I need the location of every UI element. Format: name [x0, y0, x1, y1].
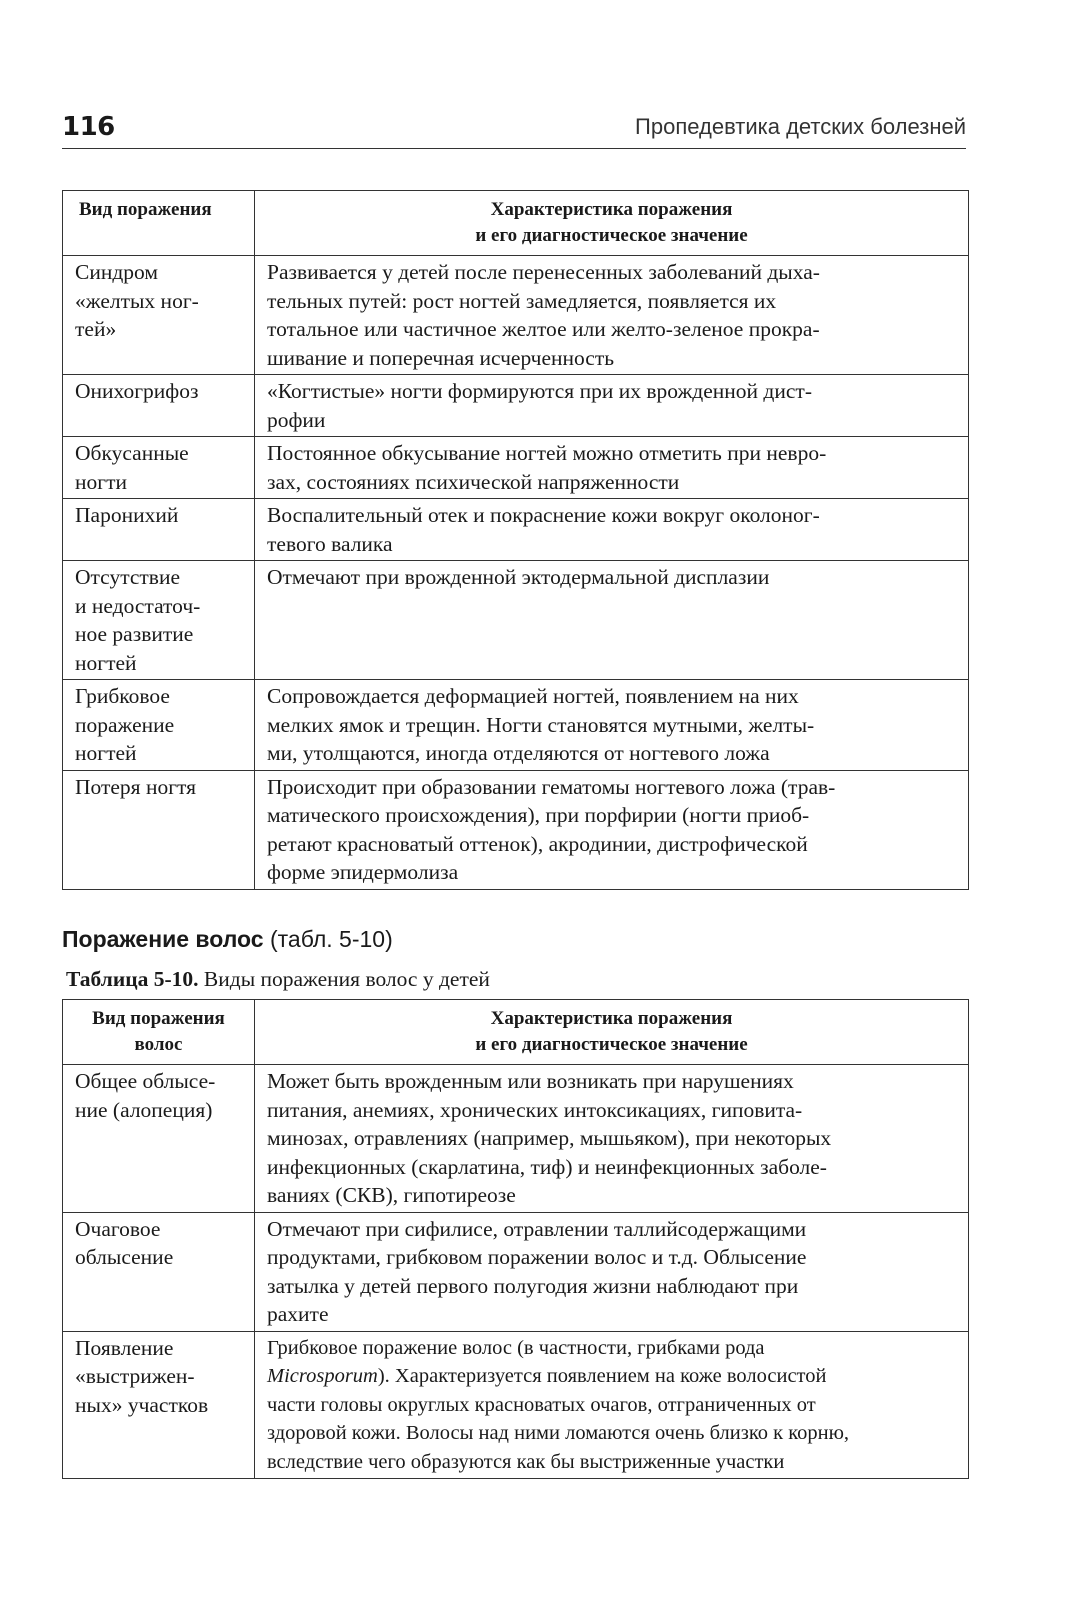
cell-line: здоровой кожи. Волосы над ними ломаются очень близко к корню, — [267, 1422, 850, 1444]
header-characteristic — [255, 1000, 969, 1065]
cell-line: Развивается у детей после перенесенных заболеваний дыха- — [267, 260, 820, 284]
cell-line: тельных путей: рост ногтей замедляется, появляется их — [267, 288, 777, 313]
cell-line: ретают красноватый оттенок), акродинии, дистрофической — [267, 831, 808, 856]
genus-name: Microsporum — [267, 1365, 378, 1387]
lesion-type-cell — [63, 770, 255, 889]
cell-line: части головы округлых красноватых очагов, отграниченных от — [267, 1393, 816, 1416]
table-row — [63, 770, 969, 889]
description-cell — [255, 770, 969, 889]
cell-line: ных» участков — [75, 1392, 209, 1417]
cell-line: ние (алопеция) — [75, 1097, 213, 1122]
cell-line: Сопровождается деформацией ногтей, появлением на них — [267, 684, 799, 708]
cell-line: ногтей — [75, 650, 137, 675]
lesion-type-cell — [63, 499, 255, 561]
page-number: 116 — [62, 112, 115, 142]
cell-line: рахите — [267, 1302, 329, 1326]
description-cell — [255, 1065, 969, 1213]
cell-line: тей» — [75, 317, 117, 341]
description-cell — [255, 561, 969, 680]
description-cell — [255, 375, 969, 437]
lesion-type-cell — [63, 375, 255, 437]
cell-line — [267, 1362, 958, 1391]
description-cell — [255, 680, 969, 771]
cell-line: затылка у детей первого полугодия жизни наблюдают при — [267, 1273, 799, 1298]
description-cell — [255, 499, 969, 561]
cell-line: Отмечают при сифилисе, отравлении таллийсодержащими — [267, 1216, 807, 1241]
table-row — [63, 437, 969, 499]
table-header-row — [63, 1000, 969, 1065]
cell-line: поражение — [75, 712, 175, 737]
cell-line: Онихогрифоз — [75, 379, 199, 403]
section-heading-title: Поражение волос — [62, 926, 264, 952]
cell-line: питания, анемиях, хронических интоксикациях, гиповита- — [267, 1097, 803, 1122]
header-line: Характеристика поражения — [490, 1008, 733, 1029]
cell-line: ногтей — [75, 741, 137, 765]
header-line: Характеристика поражения — [490, 199, 733, 220]
cell-line: Грибковое поражение волос (в частности, грибками рода — [267, 1336, 765, 1359]
section-heading — [62, 926, 393, 953]
cell-line: Паронихий — [75, 503, 179, 527]
header-lesion-type — [63, 1000, 255, 1065]
cell-line: Грибковое — [75, 684, 170, 708]
cell-line: ное развитие — [75, 622, 194, 646]
cell-line: и недостаточ- — [75, 593, 201, 618]
cell-line: тотальное или частичное желтое или желто-зеленое прокра- — [267, 317, 820, 341]
cell-line: облысение — [75, 1245, 174, 1269]
description-cell — [255, 437, 969, 499]
cell-line: инфекционных (скарлатина, тиф) и неинфекционных заболе- — [267, 1154, 827, 1179]
lesion-type-cell — [63, 680, 255, 771]
running-title: Пропедевтика детских болезней — [635, 114, 966, 139]
lesion-type-cell — [63, 437, 255, 499]
table-caption-number: Таблица 5-10. — [66, 967, 199, 991]
header-lesion-type: Вид поражения — [63, 191, 255, 256]
table-row — [63, 375, 969, 437]
table-header-row — [63, 191, 969, 256]
nail-lesions-table — [62, 190, 969, 890]
cell-line: вследствие чего образуются как бы выстриженные участки — [267, 1450, 785, 1473]
cell-line: Синдром — [75, 260, 158, 284]
table-row — [63, 680, 969, 771]
table-row — [63, 256, 969, 375]
cell-line: «выстрижен- — [75, 1364, 195, 1388]
cell-line-rest: ). Характеризуется появлением на коже волосистой — [377, 1365, 827, 1387]
cell-line: Обкусанные — [75, 441, 189, 465]
header-line: и его диагностическое значение — [475, 225, 748, 246]
cell-line: Постоянное обкусывание ногтей можно отметить при невро- — [267, 441, 827, 465]
cell-line: мелких ямок и трещин. Ногти становятся мутными, желты- — [267, 712, 815, 737]
cell-line: тевого валика — [267, 531, 393, 556]
cell-line: Может быть врожденным или возникать при нарушениях — [267, 1069, 794, 1093]
header-line: волос — [134, 1034, 183, 1055]
lesion-type-cell — [63, 256, 255, 375]
cell-line: ваниях (СКВ), гипотиреозе — [267, 1183, 516, 1207]
lesion-type-cell — [63, 561, 255, 680]
cell-line: Воспалительный отек и покраснение кожи вокруг околоног- — [267, 503, 820, 527]
table-row — [63, 1331, 969, 1479]
cell-line: Появление — [75, 1335, 174, 1360]
cell-line: Общее облысе- — [75, 1069, 216, 1093]
cell-line: зах, состояниях психической напряженности — [267, 469, 680, 494]
table-row — [63, 1212, 969, 1331]
description-cell — [255, 1331, 969, 1479]
cell-line: «желтых ног- — [75, 288, 199, 313]
lesion-type-cell — [63, 1212, 255, 1331]
table-caption — [66, 967, 490, 992]
lesion-type-cell — [63, 1065, 255, 1213]
section-heading-ref: (табл. 5-10) — [269, 926, 393, 952]
cell-line: продуктами, грибковом поражении волос и т.д. Облысение — [267, 1245, 807, 1269]
header-line: и его диагностическое значение — [475, 1034, 748, 1055]
header-characteristic — [255, 191, 969, 256]
cell-line: форме эпидермолиза — [267, 860, 459, 884]
cell-line: шивание и поперечная исчерченность — [267, 345, 615, 370]
table-caption-text: Виды поражения волос у детей — [203, 967, 490, 991]
cell-line: матического происхождения), при порфирии (ногти приоб- — [267, 803, 810, 827]
page-header — [62, 108, 966, 149]
hair-lesions-table — [62, 999, 969, 1479]
cell-line: рофии — [267, 407, 326, 432]
header-line: Вид поражения — [92, 1008, 225, 1029]
cell-line: ми, утолщаются, иногда отделяются от ногтевого ложа — [267, 741, 770, 765]
description-cell — [255, 1212, 969, 1331]
cell-line: Очаговое — [75, 1216, 161, 1241]
cell-line: Потеря ногтя — [75, 774, 197, 799]
cell-line: Происходит при образовании гематомы ногтевого ложа (трав- — [267, 774, 836, 799]
cell-line: Отмечают при врожденной эктодермальной дисплазии — [267, 565, 770, 589]
cell-line: ногти — [75, 469, 127, 494]
table-row — [63, 561, 969, 680]
cell-line: минозах, отравлениях (например, мышьяком), при некоторых — [267, 1126, 832, 1150]
lesion-type-cell — [63, 1331, 255, 1479]
table-row — [63, 499, 969, 561]
cell-line: Отсутствие — [75, 565, 180, 589]
table-row — [63, 1065, 969, 1213]
cell-line: «Когтистые» ногти формируются при их врожденной дист- — [267, 379, 812, 403]
description-cell — [255, 256, 969, 375]
